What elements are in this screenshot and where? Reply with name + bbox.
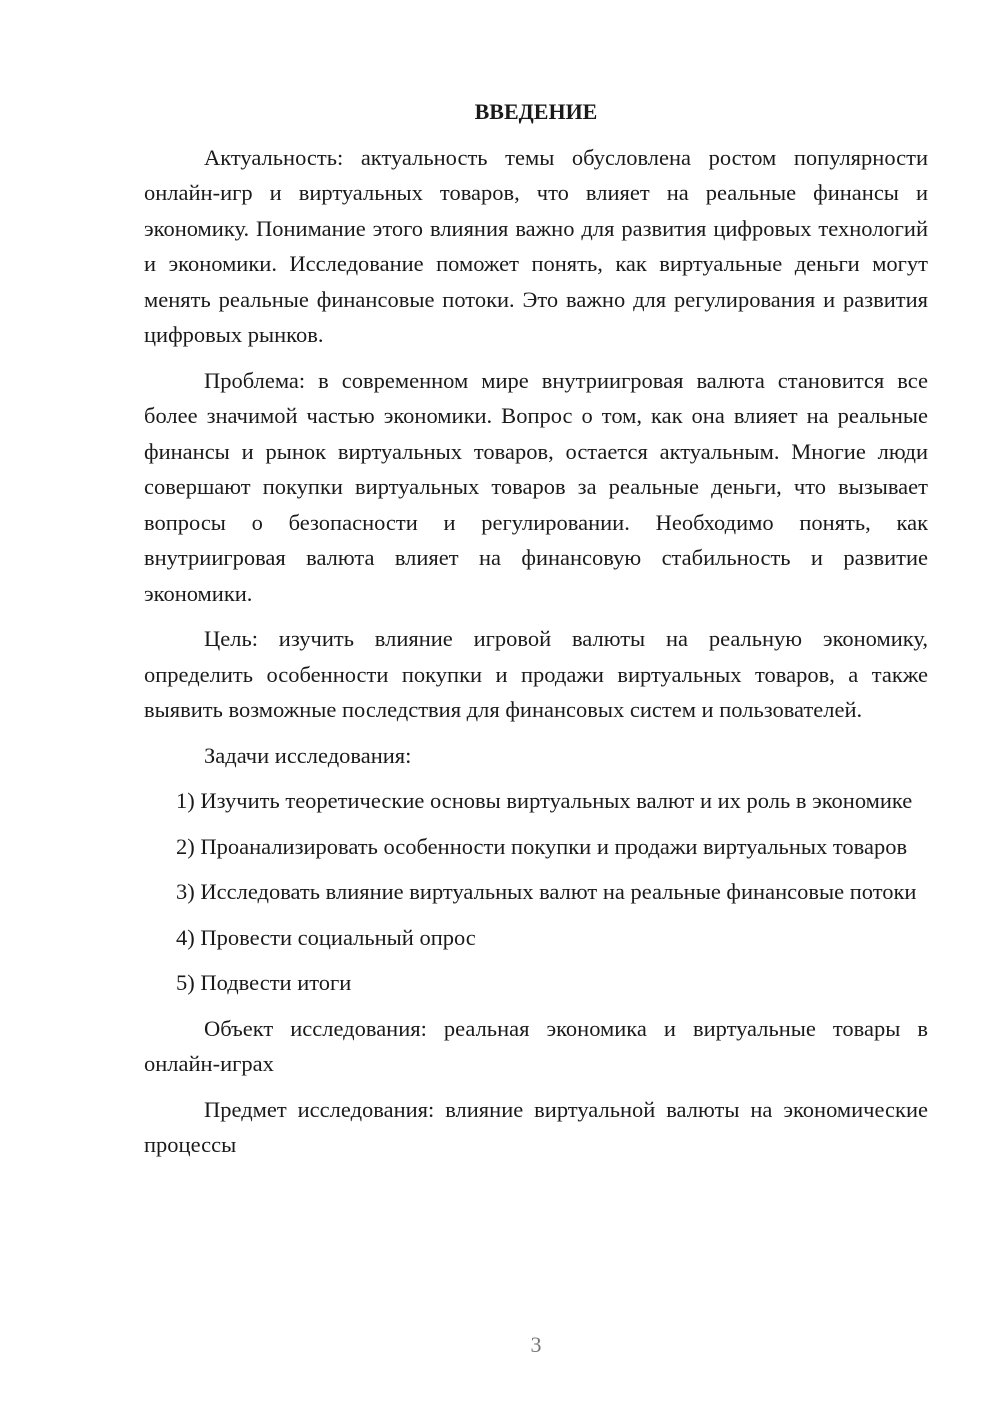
goal-paragraph: Цель: изучить влияние игровой валюты на реальную экономику, определить особенности покупки и продажи виртуальных товаров, а также выявить возможные последствия для финансовых систем и пользователей. xyxy=(144,626,928,722)
section-heading: ВВЕДЕНИЕ xyxy=(474,99,598,124)
task-item: 1) Изучить теоретические основы виртуальных валют и их роль в экономике xyxy=(176,788,913,813)
subject-paragraph: Предмет исследования: влияние виртуальной валюты на экономические процессы xyxy=(144,1096,928,1157)
relevance-paragraph: Актуальность: актуальность темы обусловлена ростом популярности онлайн-игр и виртуальных товаров, что влияет на реальные финансы и экономику. Понимание этого влияния важно для развития цифровых технологий и экономики. Исследование поможет понять, как виртуальные деньги могут менять реальные финансовые потоки. Это важно для регулирования и развития цифровых рынков. xyxy=(144,144,928,347)
task-item: 4) Провести социальный опрос xyxy=(176,924,476,950)
problem-paragraph: Проблема: в современном мире внутриигровая валюта становится все более значимой частью экономики. Вопрос о том, как она влияет на реальные финансы и рынок виртуальных товаров, остается актуальным. Многие люди совершают покупки виртуальных товаров за реальные деньги, что вызывает вопросы о безопасности и регулировании. Необходимо понять, как внутриигровая валюта влияет на финансовую стабильность и развитие экономики. xyxy=(144,367,928,606)
page-content xyxy=(144,94,928,1173)
task-item: 5) Подвести итоги xyxy=(176,970,352,995)
tasks-heading: Задачи исследования: xyxy=(204,742,412,768)
object-paragraph: Объект исследования: реальная экономика и виртуальные товары в онлайн-играх xyxy=(144,1015,928,1076)
task-item: 2) Проанализировать особенности покупки и продажи виртуальных товаров xyxy=(176,833,908,859)
page-number: 3 xyxy=(530,1332,542,1357)
task-item: 3) Исследовать влияние виртуальных валют на реальные финансовые потоки xyxy=(176,879,917,904)
